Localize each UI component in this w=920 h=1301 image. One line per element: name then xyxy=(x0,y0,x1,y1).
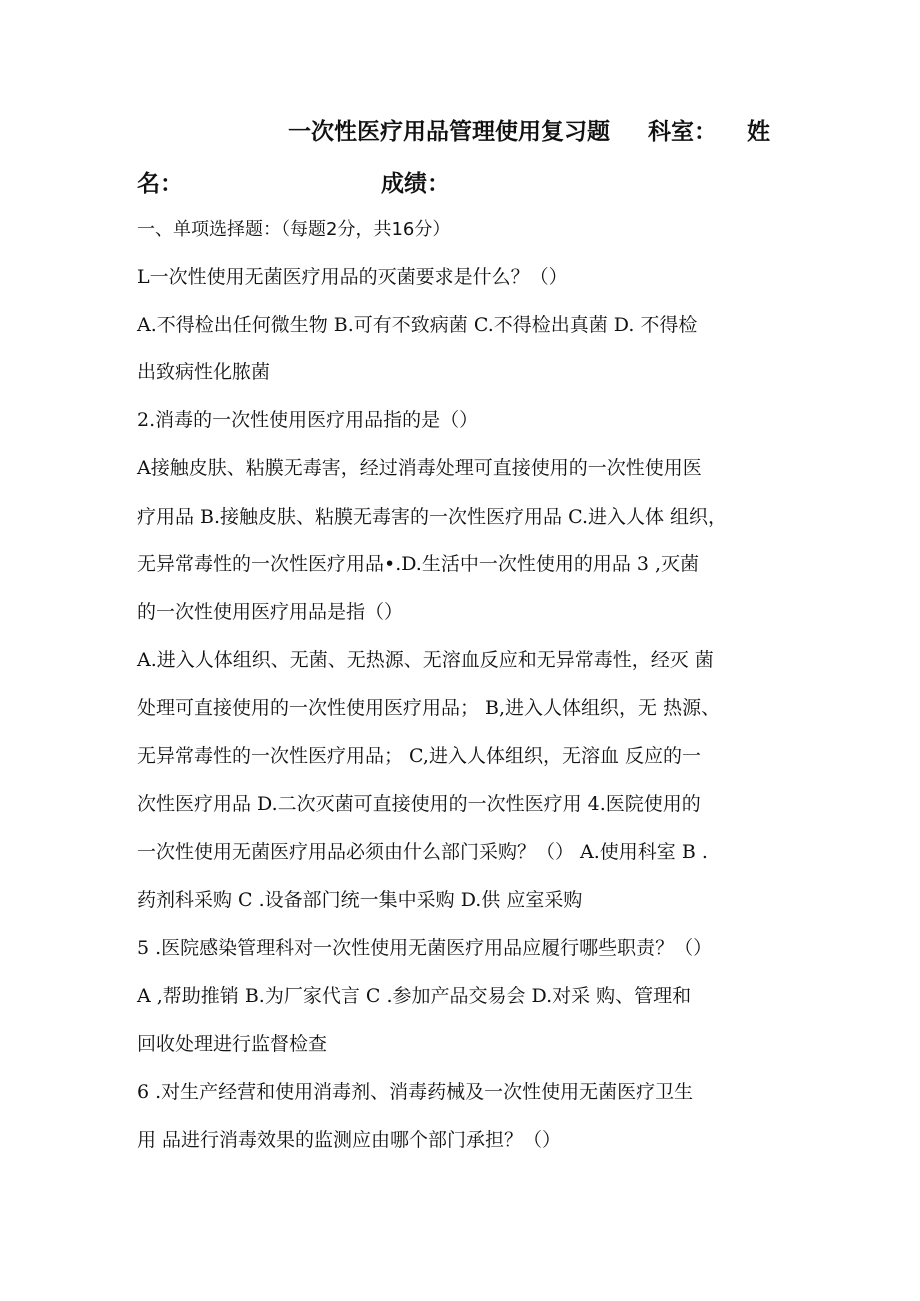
info-line xyxy=(0,164,920,204)
question-line: 的一次性使用医疗用品是指（） xyxy=(137,601,404,623)
question-line: 无异常毒性的一次性医疗用品•.D.生活中一次性使用的用品 3 ,灭菌 xyxy=(137,553,700,575)
question-line: 一次性使用无菌医疗用品必须由什么部门采购？（） A.使用科室 B . xyxy=(137,841,708,863)
question-line: 6 .对生产经营和使用消毒剂、消毒药械及一次性使用无菌医疗卫生 xyxy=(137,1081,694,1103)
question-line: 无异常毒性的一次性医疗用品； C,进入人体组织，无溶血 反应的一 xyxy=(137,745,701,767)
question-line: A.进入人体组织、无菌、无热源、无溶血反应和无异常毒性，经灭 菌 xyxy=(137,649,714,671)
question-line: 5 .医院感染管理科对一次性使用无菌医疗用品应履行哪些职责？（） xyxy=(137,937,713,959)
title-line xyxy=(0,112,920,152)
question-line: L一次性使用无菌医疗用品的灭菌要求是什么？（） xyxy=(137,266,568,288)
dept-label: 科室： xyxy=(648,119,717,145)
document-title: 一次性医疗用品管理使用复习题 xyxy=(288,119,610,145)
question-line: 2.消毒的一次性使用医疗用品指的是（） xyxy=(137,409,479,431)
name-label-part2: 名： xyxy=(137,171,183,197)
question-line: A.不得检出任何微生物 B.可有不致病菌 C.不得检出真菌 D. 不得检 xyxy=(137,314,698,336)
question-line: 次性医疗用品 D.二次灭菌可直接使用的一次性医疗用 4.医院使用的 xyxy=(137,793,701,815)
score-label: 成绩： xyxy=(381,171,450,197)
name-label-part1: 姓 xyxy=(747,119,770,145)
question-line: 用 品进行消毒效果的监测应由哪个部门承担？（） xyxy=(137,1129,562,1151)
question-line: 疗用品 B.接触皮肤、粘膜无毒害的一次性医疗用品 C.进入人体 组织， xyxy=(137,506,728,528)
question-line: 药剂科采购 C .设备部门统一集中采购 D.供 应室采购 xyxy=(137,889,583,911)
question-line: 出致病性化脓菌 xyxy=(137,361,271,383)
question-line: A接触皮肤、粘膜无毒害，经过消毒处理可直接使用的一次性使用医 xyxy=(137,457,702,479)
question-line: 处理可直接使用的一次性使用医疗用品； B,进入人体组织，无 热源、 xyxy=(137,697,721,719)
section-heading: 一、单项选择题：（每题2分，共16分） xyxy=(137,219,451,240)
question-line: A ,帮助推销 B.为厂家代言 C .参加产品交易会 D.对采 购、管理和 xyxy=(137,985,692,1007)
question-line: 回收处理进行监督检查 xyxy=(137,1033,328,1055)
